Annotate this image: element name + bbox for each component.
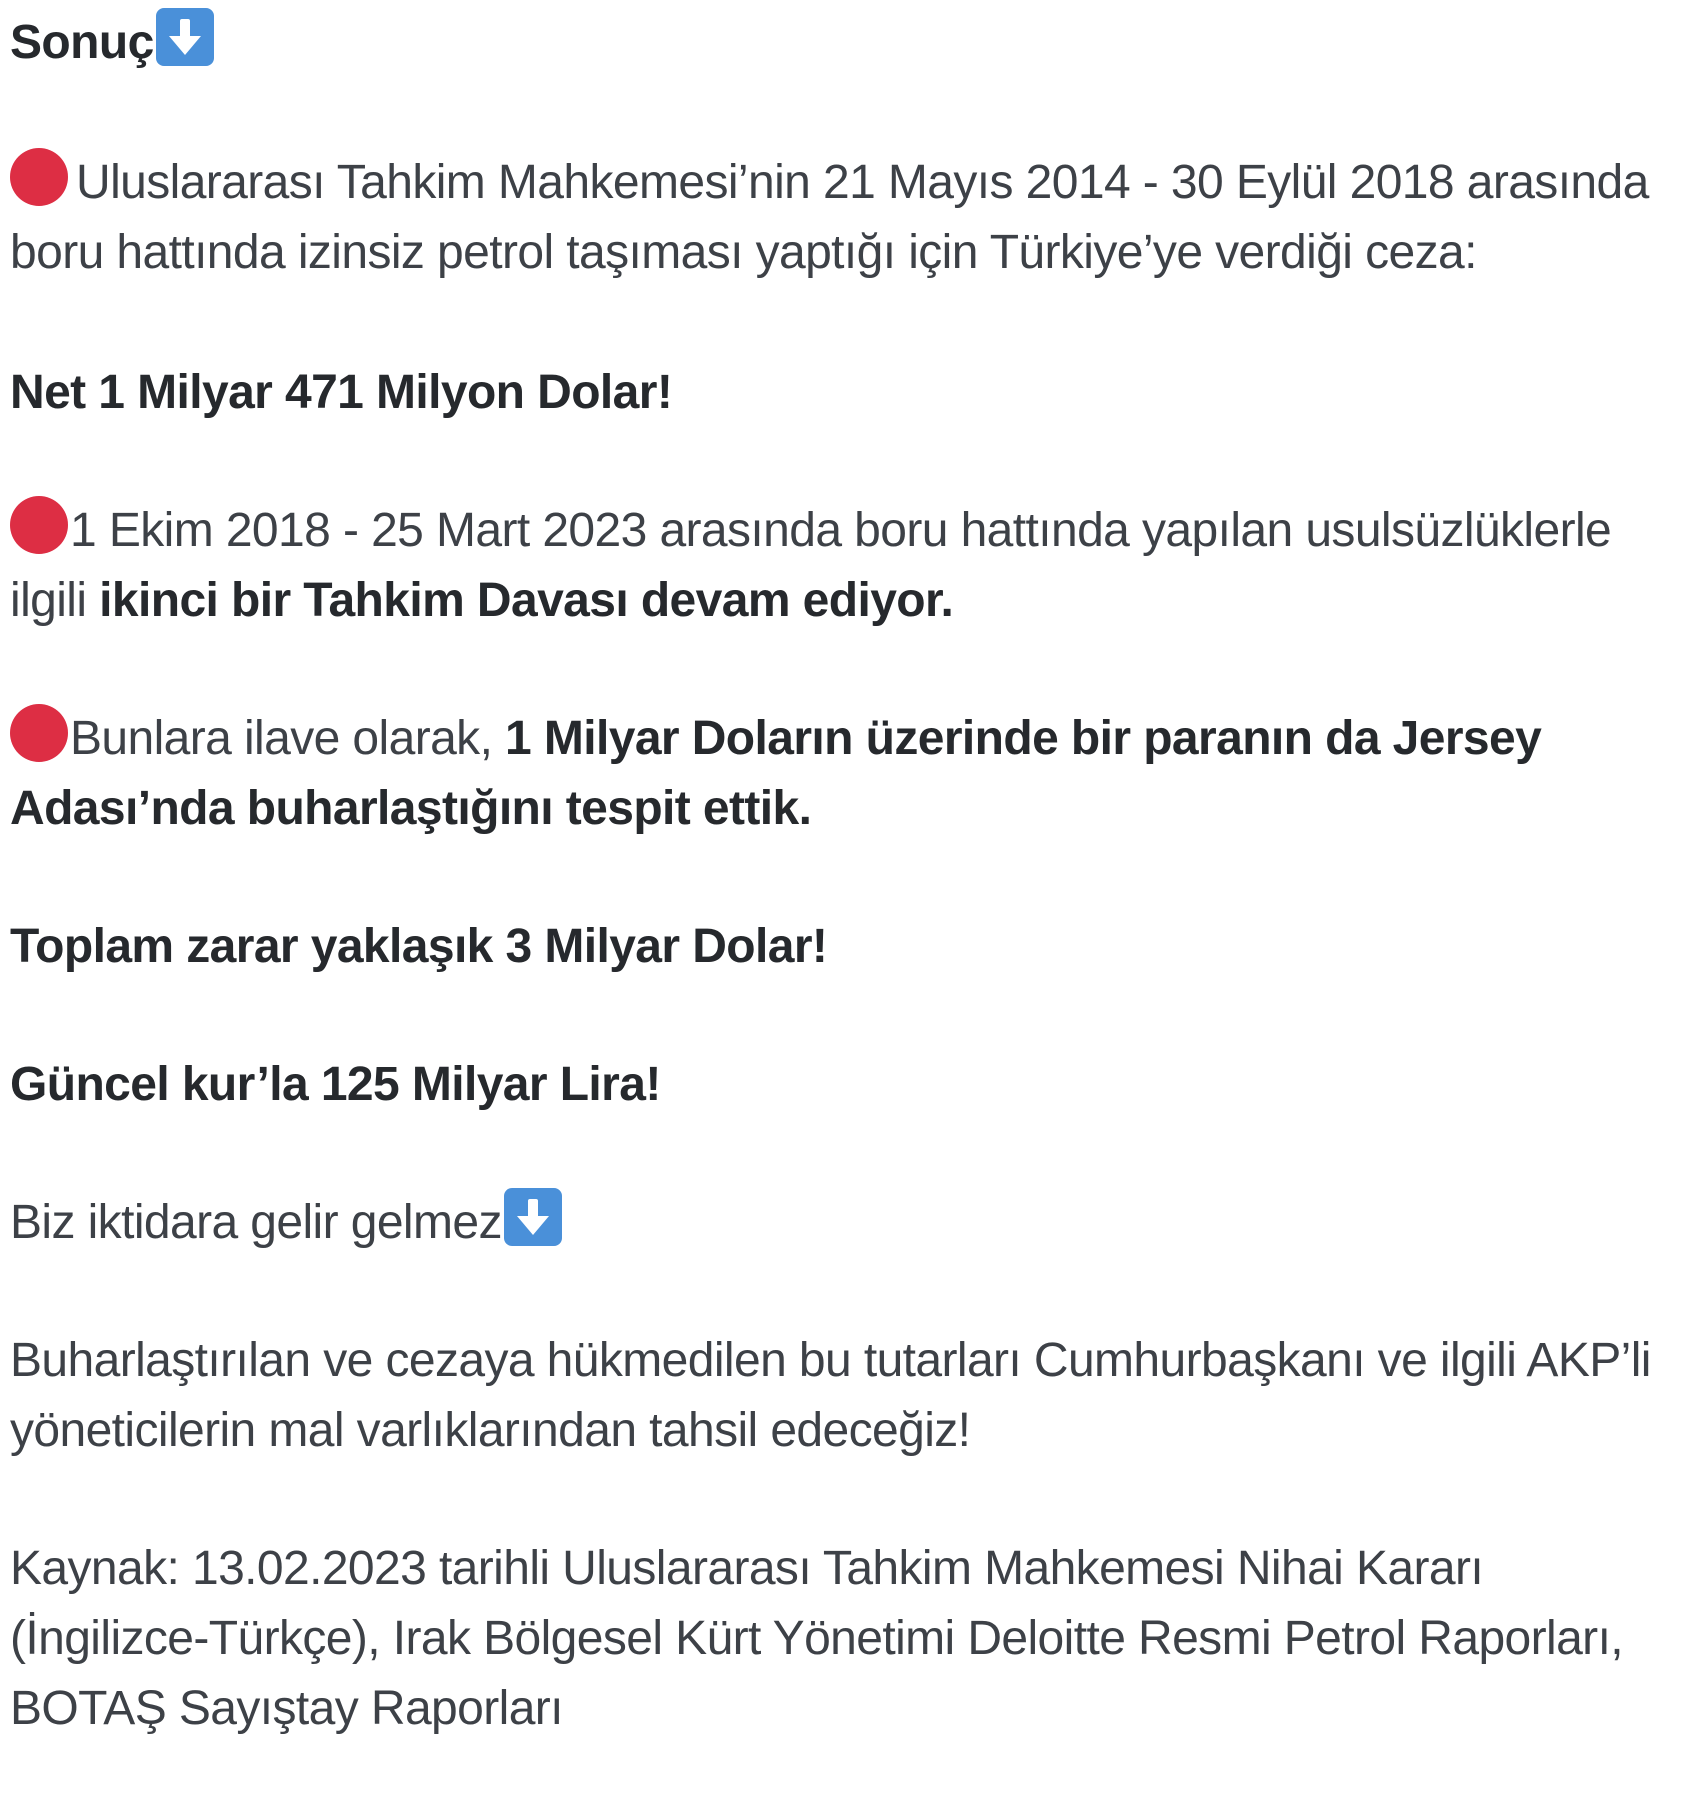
red-circle-icon [10, 704, 68, 762]
down-arrow-icon [504, 1188, 562, 1246]
promise-intro: Biz iktidara gelir gelmez [10, 1196, 502, 1249]
source: Kaynak: 13.02.2023 tarihli Uluslararası Tahkim Mahkemesi Nihai Kararı (İngilizce-Türkçe), Irak Bölgesel Kürt Yönetimi Deloitte Resmi Petrol Raporları, BOTAŞ Sayıştay Raporları [10, 1542, 1624, 1735]
bullet-2-text: 1 Ekim 2018 - 25 Mart 2023 arasında boru hattında yapılan usulsüzlüklerle ilgili [10, 504, 1612, 627]
post-body [10, 8, 1690, 1744]
down-arrow-icon [156, 8, 214, 66]
current-rate: Güncel kur’la 125 Milyar Lira! [10, 1058, 661, 1111]
fine-amount: Net 1 Milyar 471 Milyon Dolar! [10, 366, 673, 419]
heading-line [10, 8, 1690, 78]
promise-intro-line [10, 1188, 1690, 1258]
bullet-3-bold: 1 Milyar Doların üzerinde bir paranın da Jersey Adası’nda buharlaştığını tespit ettik. [10, 712, 1542, 835]
bullet-2 [10, 496, 1690, 636]
bullet-1-text: Uluslararası Tahkim Mahkemesi’nin 21 Mayıs 2014 - 30 Eylül 2018 arasında boru hattında izinsiz petrol taşıması yaptığı için Türkiye’ye verdiği ceza: [10, 156, 1649, 279]
total-loss: Toplam zarar yaklaşık 3 Milyar Dolar! [10, 920, 828, 973]
promise: Buharlaştırılan ve cezaya hükmedilen bu tutarları Cumhurbaşkanı ve ilgili AKP’li yöneticilerin mal varlıklarından tahsil edeceğiz! [10, 1334, 1651, 1457]
bullet-3-text: Bunlara ilave olarak, [70, 712, 506, 765]
red-circle-icon [10, 148, 68, 206]
bullet-3 [10, 704, 1690, 844]
bullet-2-bold: ikinci bir Tahkim Davası devam ediyor. [99, 574, 954, 627]
heading: Sonuç [10, 16, 154, 69]
red-circle-icon [10, 496, 68, 554]
bullet-1 [10, 148, 1690, 288]
